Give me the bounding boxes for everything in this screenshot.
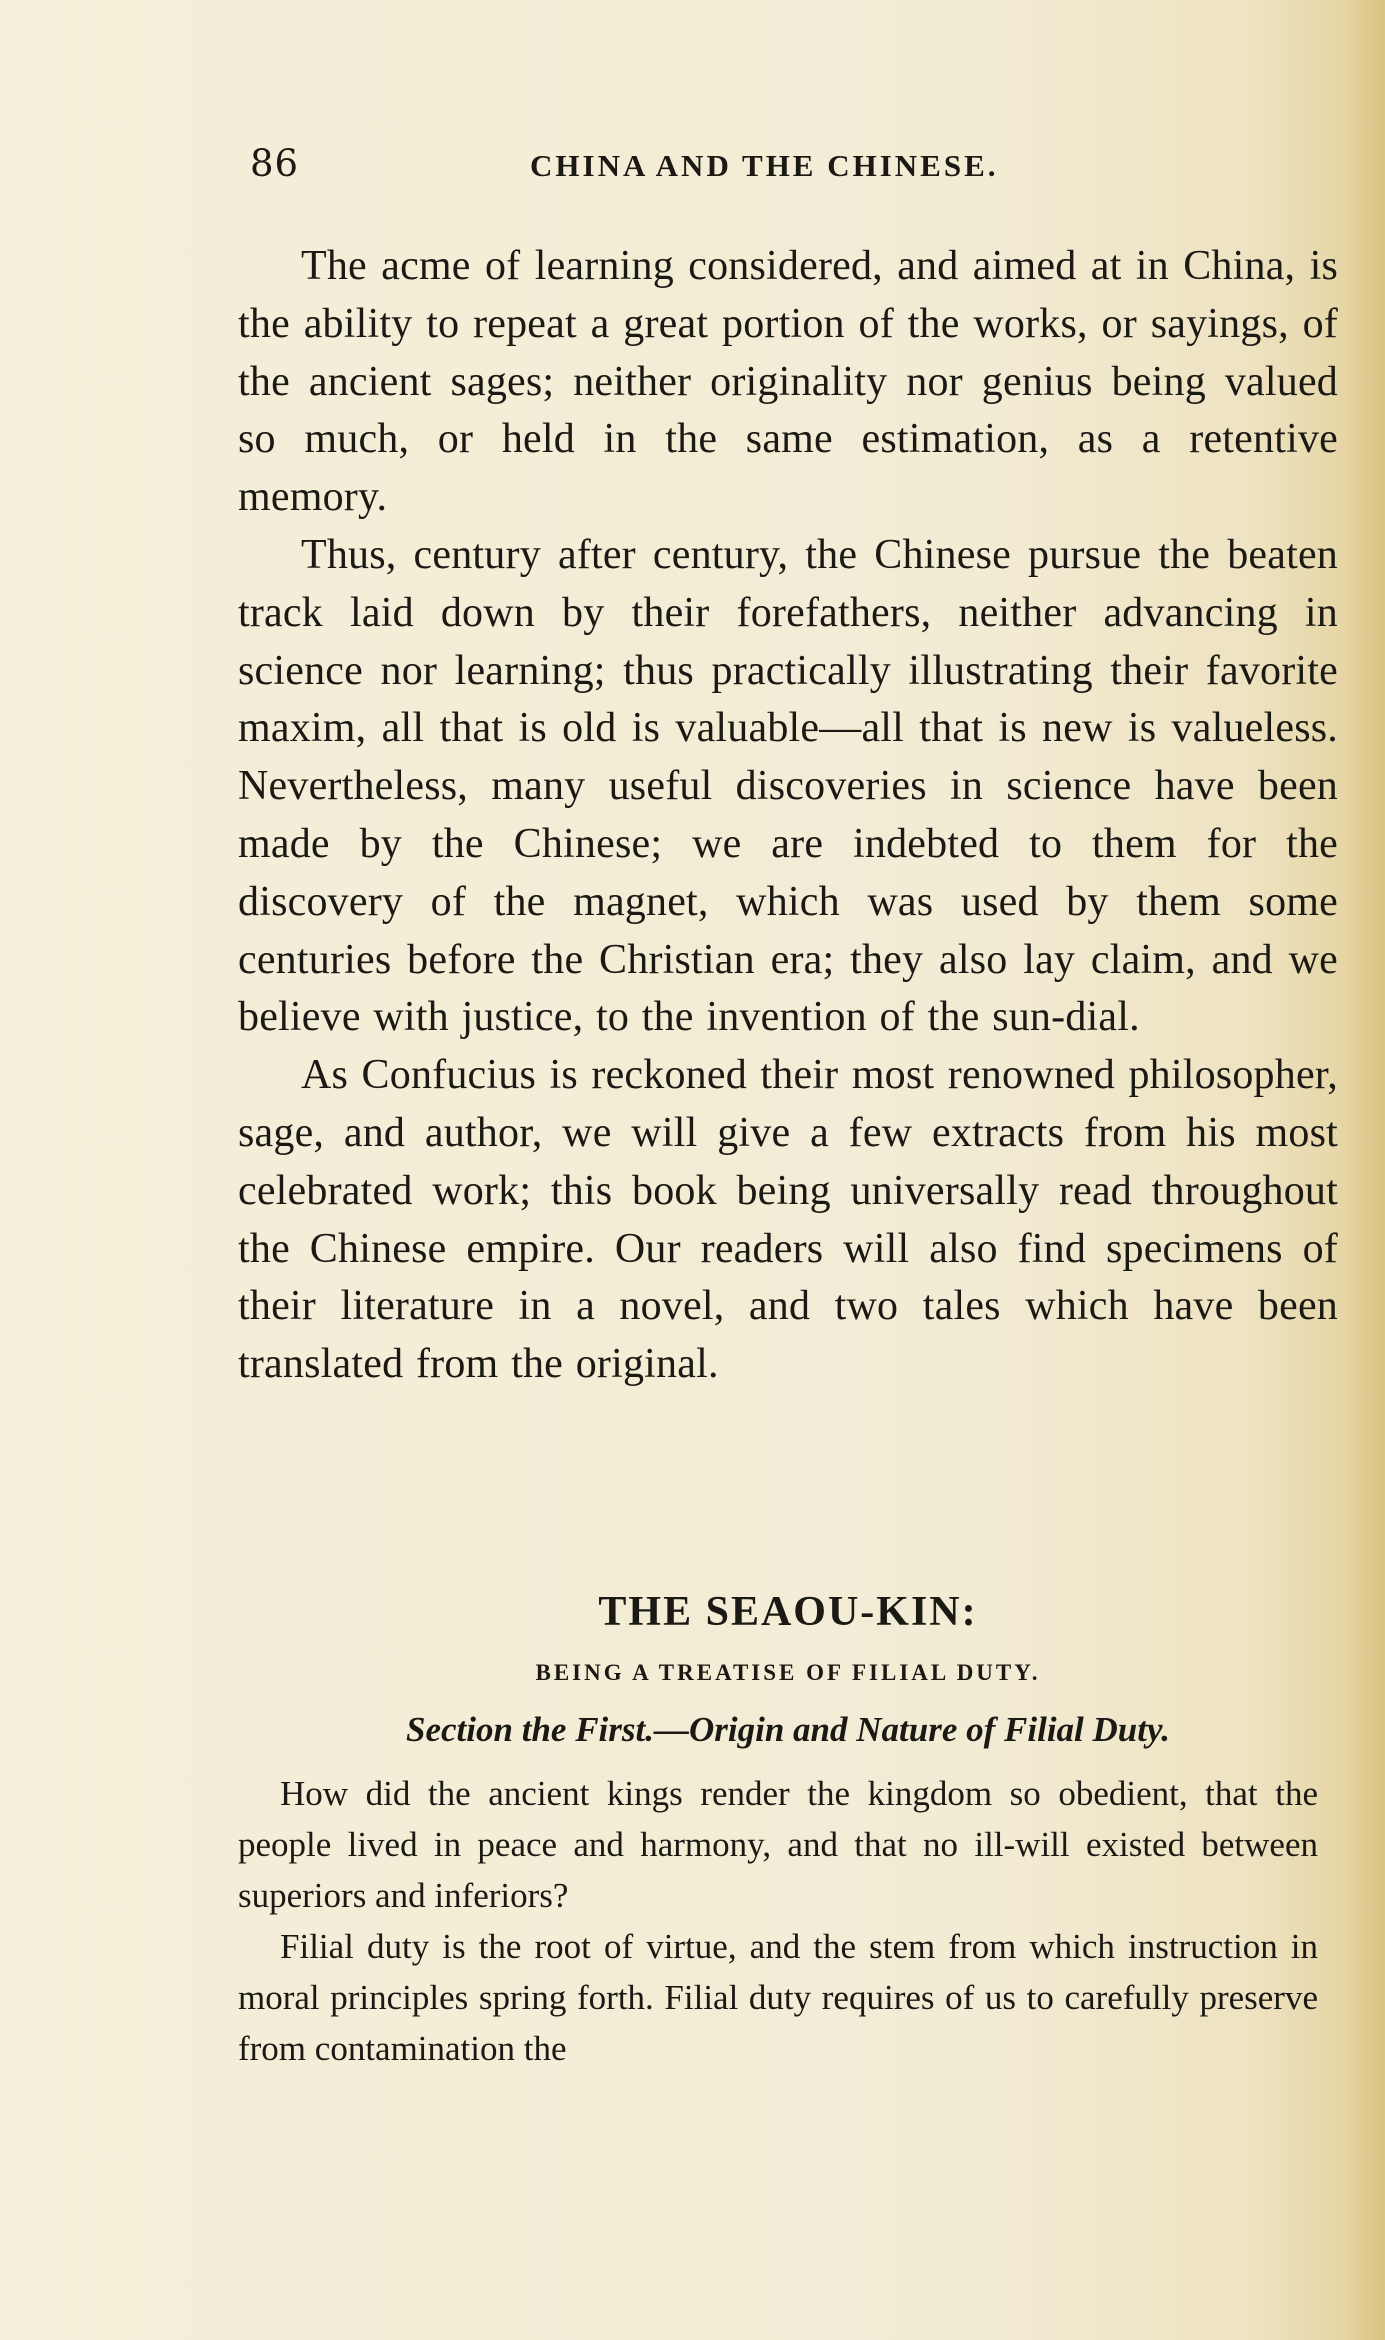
section-paragraph-2: Filial duty is the root of virtue, and the stem from which instruction in moral principles spring forth. Filial duty requires of us to carefully preserve from contamination the: [238, 1927, 1318, 2068]
section-heading: Section the First.—Origin and Nature of Filial Duty.: [406, 1710, 1170, 1749]
page-edge-shadow: [1345, 0, 1385, 2340]
paragraph-2: Thus, century after century, the Chinese pursue the beaten track laid down by their forefathers, neither advancing in science nor learning; thus practically illustrating their favorite maxim, all that is old is valuable—all that is new is valueless. Nevertheless, many useful discoveries in science have been made by the Chinese; we are indebted to them for the discovery of the magnet, which was used by them some centuries before the Christian era; they also lay claim, and we believe with justice, to the invention of the sun-dial.: [238, 531, 1338, 1041]
section-subtitle: BEING A TREATISE OF FILIAL DUTY.: [535, 1660, 1041, 1685]
page-header: [250, 142, 1320, 202]
section-text: [238, 1768, 1318, 2074]
main-text: [238, 238, 1338, 1394]
section-title: THE SEAOU-KIN:: [598, 1589, 978, 1635]
page-number: 86: [250, 142, 300, 185]
paragraph-1: The acme of learning considered, and aimed at in China, is the ability to repeat a great portion of the works, or sayings, of the ancient sages; neither originality nor genius being valued so much, or held in the same estimation, as a retentive memory.: [238, 243, 1338, 521]
section-paragraph-1: How did the ancient kings render the kingdom so obedient, that the people lived in peace and harmony, and that no ill-will existed between superiors and inferiors?: [238, 1774, 1318, 1915]
paragraph-3: As Confucius is reckoned their most renowned philosopher, sage, and author, we will give a few extracts from his most celebrated work; this book being universally read throughout the Chinese empire. Our readers will also find specimens of their literature in a novel, and two tales which have been translated from the original.: [238, 1052, 1338, 1388]
running-head: CHINA AND THE CHINESE.: [530, 148, 999, 183]
